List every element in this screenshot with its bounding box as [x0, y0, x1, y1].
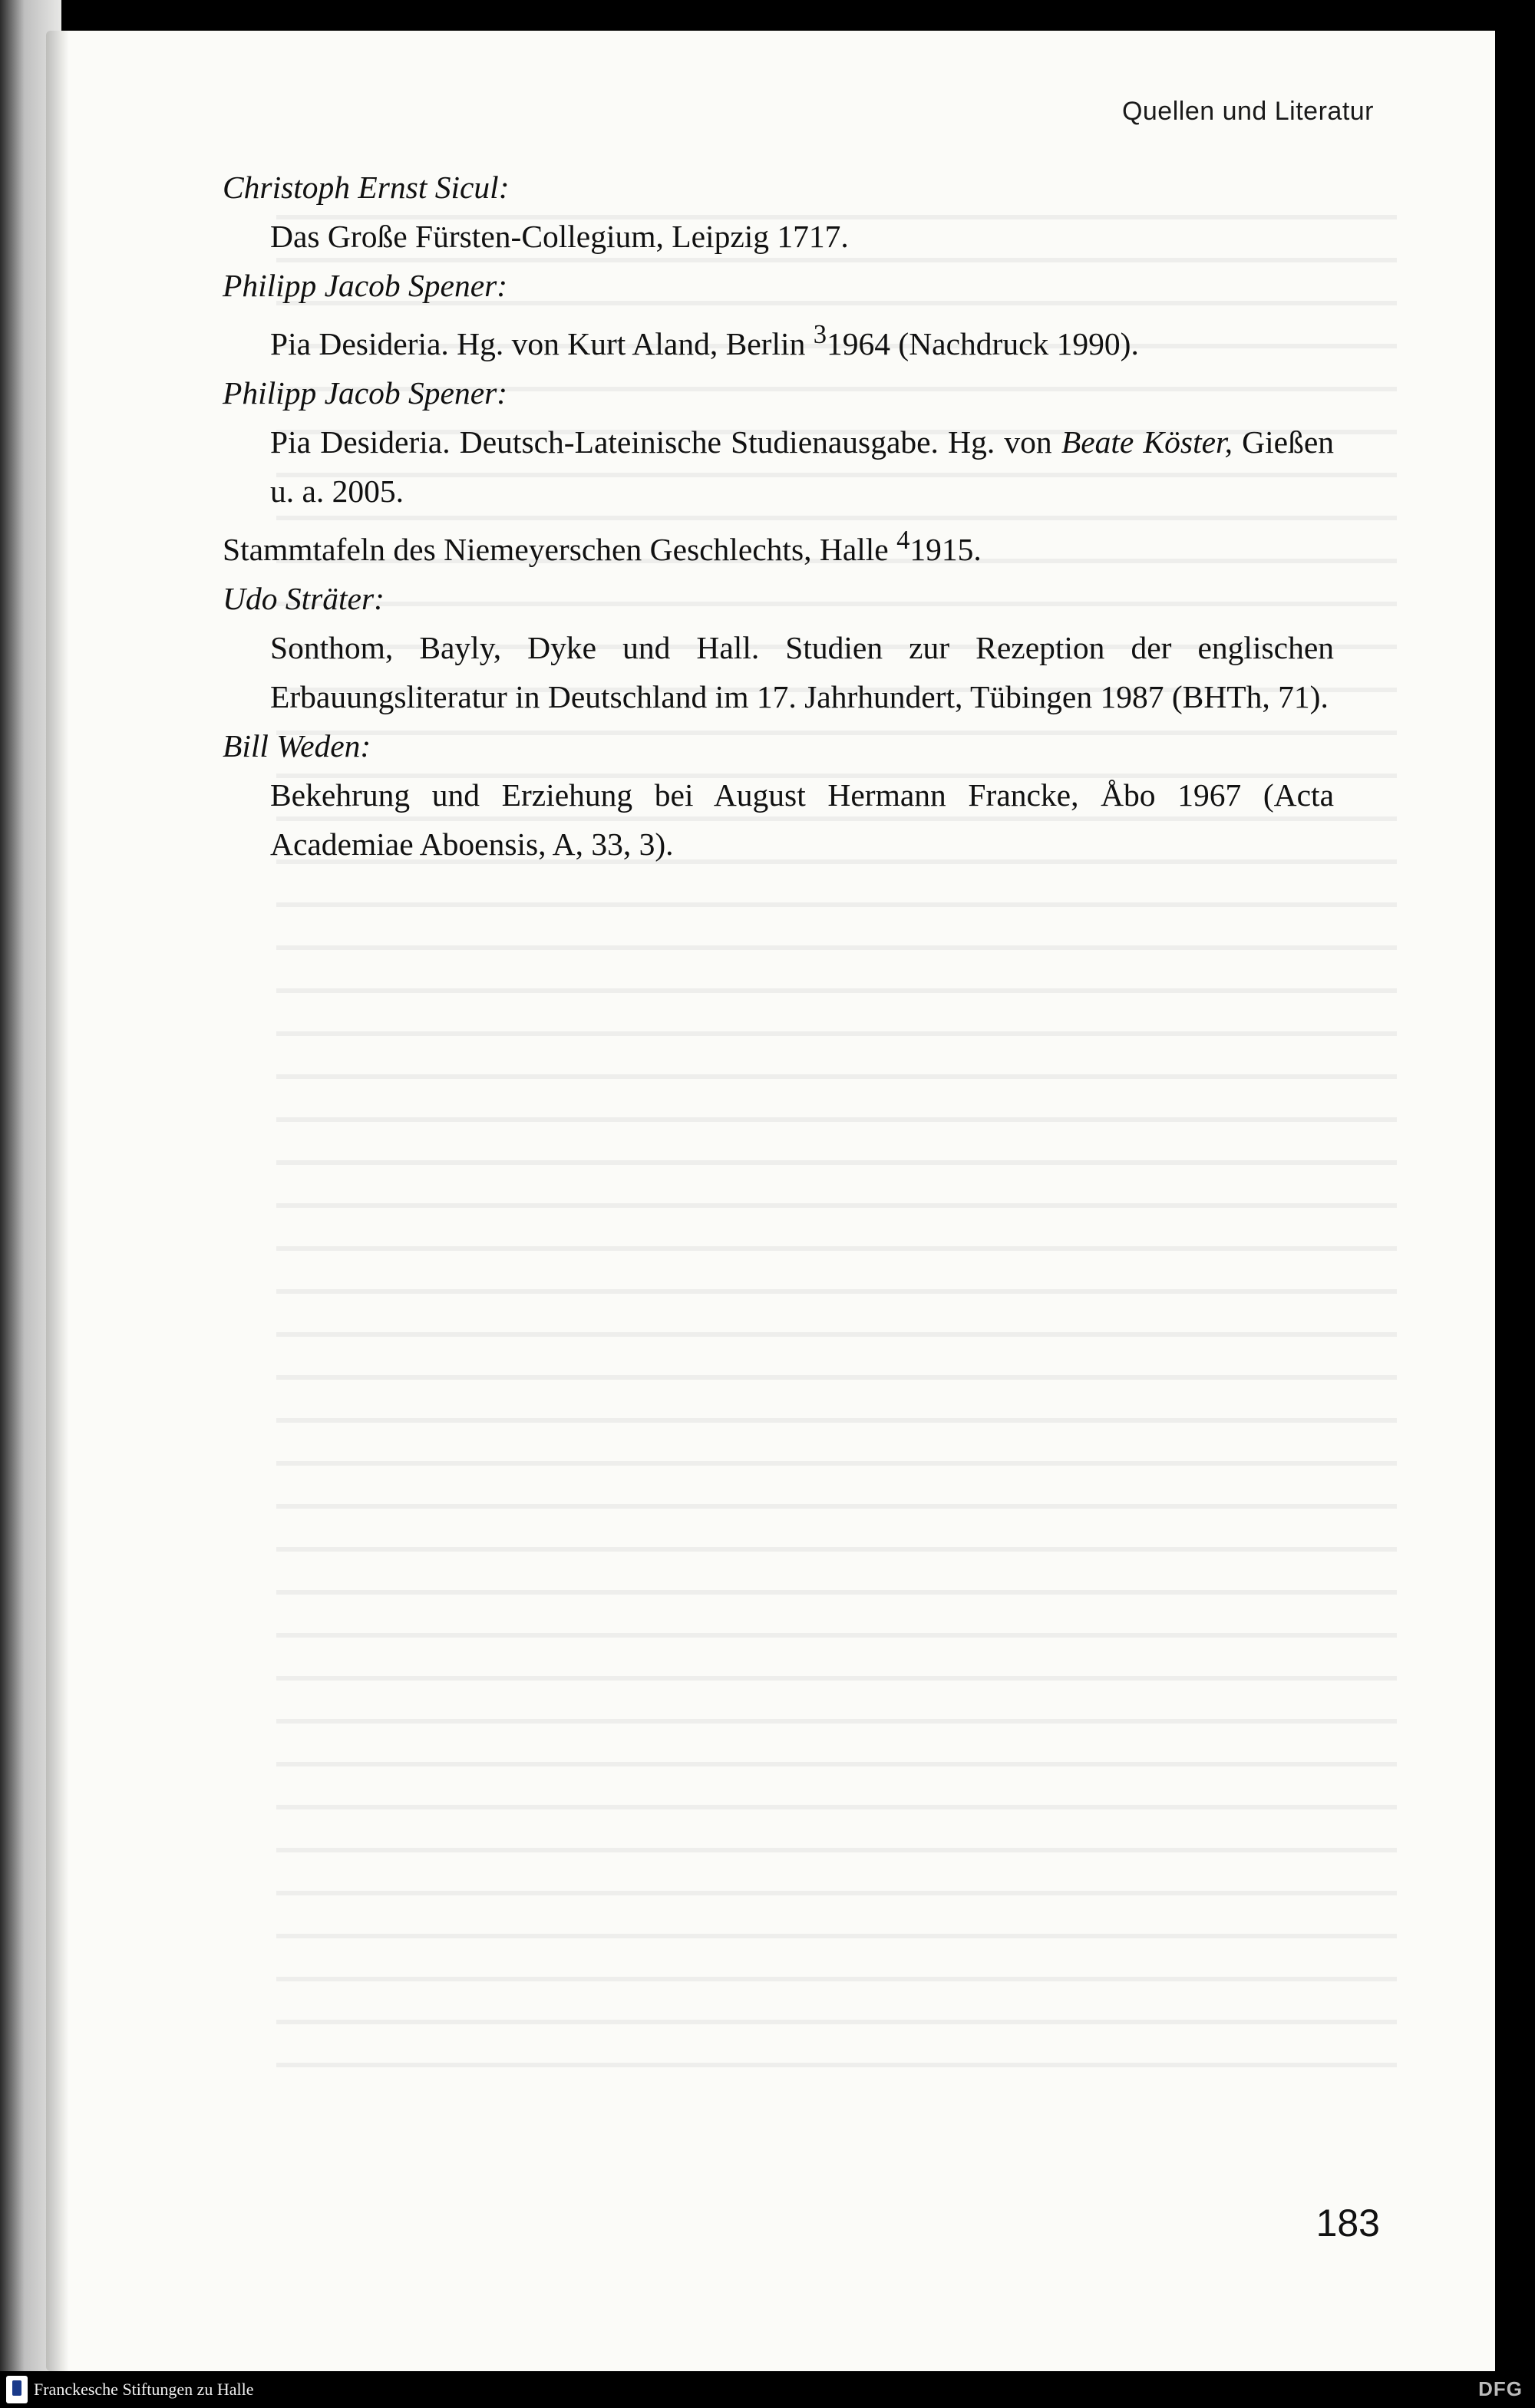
entry-text — [223, 417, 1334, 516]
entry-author: Bill Weden: — [223, 727, 371, 764]
edition-superscript: 3 — [813, 320, 827, 349]
institution-logo-icon — [6, 2376, 28, 2403]
entry-text-part: 1964 (Nachdruck 1990). — [827, 325, 1139, 361]
edition-superscript: 4 — [896, 525, 910, 555]
bibliography-entry — [223, 721, 1334, 869]
entry-text: Bekehrung und Erziehung bei August Hermann Francke, Åbo 1967 (Acta Academiae Aboensis, A, 33, 3). — [270, 777, 1334, 862]
entry-text: Das Große Fürsten-Collegium, Leipzig 1717. — [270, 219, 849, 254]
entry-author: Udo Sträter: — [223, 580, 385, 616]
bibliography-entry — [223, 368, 1334, 516]
viewer-footer — [0, 2371, 1535, 2408]
entry-text-part: 1915. — [909, 531, 982, 567]
bibliography-entry — [223, 574, 1334, 721]
entry-author: Christoph Ernst Sicul: — [223, 170, 510, 205]
editor-name: Beate Köster, — [1061, 424, 1233, 460]
running-head: Quellen und Literatur — [1121, 97, 1374, 126]
institution-name: Franckesche Stiftungen zu Halle — [34, 2380, 254, 2399]
bibliography-entry — [223, 516, 1334, 574]
bibliography-entry — [223, 163, 1334, 261]
entry-text-part: Stammtafeln des Niemeyerschen Geschlechts, Halle — [223, 531, 897, 567]
entry-text-part: Gießen u. a. 2005. — [270, 424, 1334, 509]
entry-text: Sonthom, Bayly, Dyke und Hall. Studien zur Rezeption der englischen Erbauungsliteratur in Deutschland im 17. Jahrhundert, Tübingen 1987 (BHTh, 71). — [270, 629, 1334, 714]
entry-author: Philipp Jacob Spener: — [223, 374, 508, 411]
entry-author: Philipp Jacob Spener: — [223, 268, 508, 303]
bibliography-list — [223, 163, 1334, 869]
entry-text-part: Pia Desideria. Hg. von Kurt Aland, Berlin — [270, 325, 814, 361]
page-number: 183 — [1315, 2202, 1380, 2245]
dfg-logo: DFG — [1478, 2377, 1523, 2400]
bibliography-entry — [223, 261, 1334, 368]
entry-text-part: Pia Desideria. Deutsch-Lateinische Studienausgabe. Hg. von — [270, 424, 1061, 460]
entry-text — [223, 310, 1334, 368]
